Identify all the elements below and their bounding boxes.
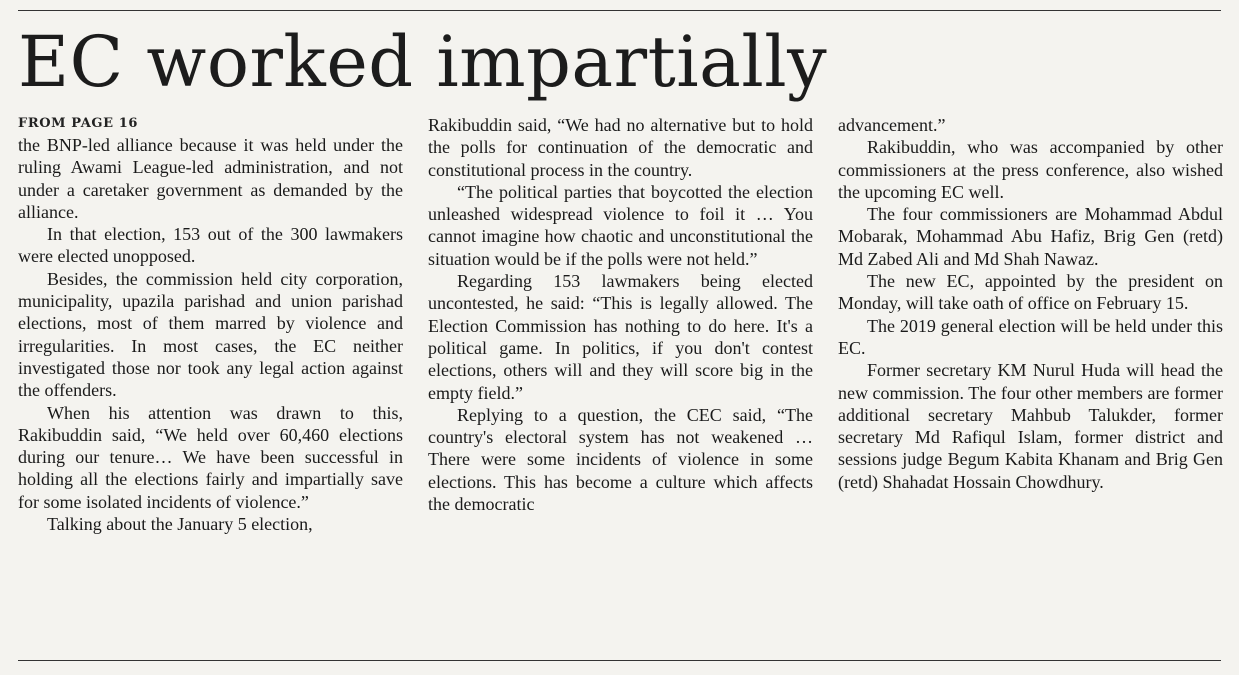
paragraph: The four commissioners are Mohammad Abdul Mobarak, Mohammad Abu Hafiz, Brig Gen (retd) Md Zabed Ali and Md Shah Nawaz. (838, 204, 1223, 269)
paragraph: Former secretary KM Nurul Huda will head the new commission. The four other members are former additional secretary Mahbub Talukder, former secretary Md Rafiqul Islam, former district and sessions judge Begum Kabita Khanam and Brig Gen (retd) Shahadat Hossain Chowdhury. (838, 360, 1223, 492)
paragraph: “The political parties that boycotted the election unleashed widespread violence to foil it … You cannot imagine how chaotic and unconstitutional the situation would be if the polls were not held.” (428, 181, 813, 269)
paragraph: advancement.” (838, 115, 946, 135)
article-column-2 (428, 114, 813, 660)
paragraph: Talking about the January 5 election, (47, 514, 313, 535)
bottom-rule (18, 660, 1221, 661)
paragraph: Besides, the commission held city corporation, municipality, upazila parishad and union parishad elections, most of them marred by violence and irregularities. In most cases, the EC neither investigated those nor took any legal action against the offenders. (18, 268, 403, 401)
headline: EC worked impartially (18, 21, 828, 103)
paragraph: Regarding 153 lawmakers being elected uncontested, he said: “This is legally allowed. The Election Commission has nothing to do here. It's a political game. In politics, if you don't contest elections, others will and they will score big in the empty field.” (428, 271, 813, 403)
article-column-1 (18, 114, 403, 660)
paragraph: Rakibuddin, who was accompanied by other commissioners at the press conference, also wished the upcoming EC well. (838, 137, 1223, 202)
paragraph: In that election, 153 out of the 300 lawmakers were elected unopposed. (18, 224, 403, 267)
paragraph: The 2019 general election will be held under this EC. (838, 315, 1223, 358)
kicker: FROM PAGE 16 (18, 116, 139, 131)
paragraph: the BNP-led alliance because it was held under the ruling Awami League-led administration, and not under a caretaker government as demanded by the alliance. (18, 135, 403, 222)
paragraph: The new EC, appointed by the president on Monday, will take oath of office on February 15. (838, 271, 1223, 314)
paragraph: Rakibuddin said, “We had no alternative but to hold the polls for continuation of the democratic and constitutional process in the country. (428, 115, 813, 180)
top-rule (18, 10, 1221, 11)
paragraph: Replying to a question, the CEC said, “The country's electoral system has not weakened … There were some incidents of violence in some elections. This has become a culture which affects the democratic (428, 404, 813, 515)
paragraph: When his attention was drawn to this, Rakibuddin said, “We held over 60,460 elections during our tenure… We have been successful in holding all the elections fairly and impartially save for some isolated incidents of violence.” (18, 402, 403, 512)
article-column-3 (838, 114, 1223, 660)
